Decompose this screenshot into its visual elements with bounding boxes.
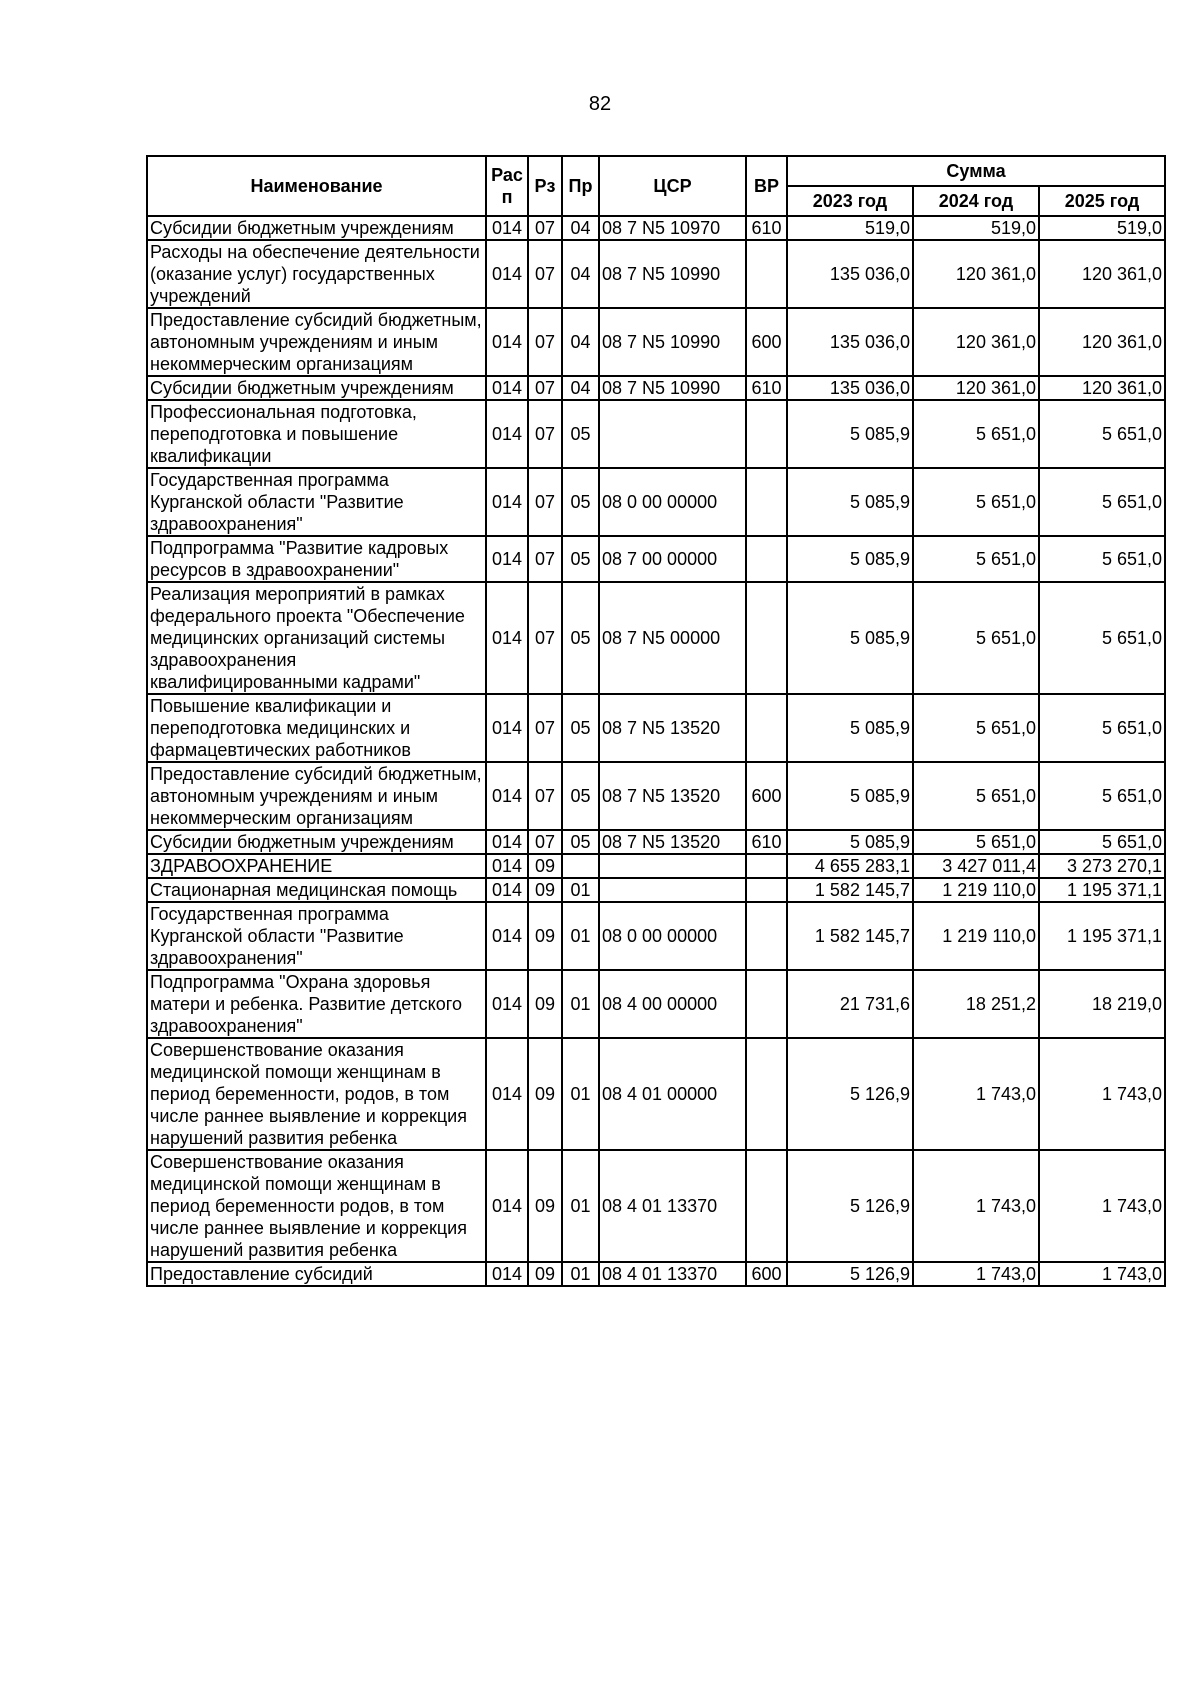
- row-rz: 09: [528, 902, 562, 970]
- row-vr: [746, 468, 787, 536]
- row-sum-2025: 1 743,0: [1039, 1150, 1165, 1262]
- table-body: [147, 216, 1165, 1286]
- row-name: Подпрограмма "Охрана здоровья матери и ребенка. Развитие детского здравоохранения": [147, 970, 486, 1038]
- row-pr: 04: [562, 376, 599, 400]
- row-pr: 05: [562, 400, 599, 468]
- header-pr: Пр: [562, 156, 599, 216]
- row-name: Реализация мероприятий в рамках федерального проекта "Обеспечение медицинских организаций системы здравоохранения квалифицированными кадрами": [147, 582, 486, 694]
- row-csr: 08 4 00 00000: [599, 970, 746, 1038]
- row-vr: [746, 902, 787, 970]
- row-sum-2024: 120 361,0: [913, 376, 1039, 400]
- row-sum-2024: 5 651,0: [913, 694, 1039, 762]
- row-vr: [746, 970, 787, 1038]
- row-rasp: 014: [486, 216, 528, 240]
- row-sum-2025: 1 743,0: [1039, 1038, 1165, 1150]
- row-csr: [599, 400, 746, 468]
- row-csr: 08 0 00 00000: [599, 902, 746, 970]
- table-row: [147, 582, 1165, 694]
- row-name: Профессиональная подготовка, переподготовка и повышение квалификации: [147, 400, 486, 468]
- row-csr: 08 4 01 13370: [599, 1262, 746, 1286]
- row-vr: 610: [746, 376, 787, 400]
- row-vr: [746, 1038, 787, 1150]
- row-rz: 07: [528, 216, 562, 240]
- row-pr: 04: [562, 216, 599, 240]
- row-csr: 08 0 00 00000: [599, 468, 746, 536]
- row-rasp: 014: [486, 762, 528, 830]
- budget-table: [146, 155, 1166, 1287]
- row-sum-2023: 5 126,9: [787, 1262, 913, 1286]
- row-rz: 07: [528, 582, 562, 694]
- row-vr: [746, 582, 787, 694]
- row-rasp: 014: [486, 878, 528, 902]
- row-sum-2025: 120 361,0: [1039, 308, 1165, 376]
- row-csr: 08 7 N5 13520: [599, 830, 746, 854]
- header-rasp: Рас п: [486, 156, 528, 216]
- row-sum-2024: 5 651,0: [913, 536, 1039, 582]
- row-sum-2024: 1 219 110,0: [913, 902, 1039, 970]
- row-rasp: 014: [486, 468, 528, 536]
- row-sum-2024: 120 361,0: [913, 240, 1039, 308]
- header-year-2023: 2023 год: [787, 186, 913, 216]
- row-sum-2023: 5 085,9: [787, 582, 913, 694]
- row-pr: 01: [562, 1150, 599, 1262]
- row-sum-2023: 1 582 145,7: [787, 902, 913, 970]
- row-sum-2023: 5 085,9: [787, 762, 913, 830]
- row-sum-2023: 5 085,9: [787, 694, 913, 762]
- row-pr: 05: [562, 536, 599, 582]
- row-sum-2025: 3 273 270,1: [1039, 854, 1165, 878]
- row-pr: 04: [562, 240, 599, 308]
- header-vr: ВР: [746, 156, 787, 216]
- row-sum-2023: 21 731,6: [787, 970, 913, 1038]
- row-rz: 07: [528, 694, 562, 762]
- row-pr: 05: [562, 582, 599, 694]
- row-sum-2023: 5 085,9: [787, 400, 913, 468]
- row-name: ЗДРАВООХРАНЕНИЕ: [147, 854, 486, 878]
- table-row: [147, 854, 1165, 878]
- row-sum-2023: 1 582 145,7: [787, 878, 913, 902]
- row-csr: 08 4 01 13370: [599, 1150, 746, 1262]
- row-sum-2024: 1 743,0: [913, 1038, 1039, 1150]
- row-sum-2023: 5 085,9: [787, 468, 913, 536]
- table-row: [147, 694, 1165, 762]
- table-row: [147, 240, 1165, 308]
- row-csr: [599, 878, 746, 902]
- row-rz: 07: [528, 308, 562, 376]
- row-vr: 610: [746, 830, 787, 854]
- header-rz: Рз: [528, 156, 562, 216]
- row-sum-2023: 5 126,9: [787, 1038, 913, 1150]
- row-name: Совершенствование оказания медицинской помощи женщинам в период беременности, родов, в том числе раннее выявление и коррекция нарушений развития ребенка: [147, 1038, 486, 1150]
- row-vr: [746, 854, 787, 878]
- row-sum-2024: 5 651,0: [913, 830, 1039, 854]
- row-rz: 07: [528, 536, 562, 582]
- row-rz: 09: [528, 1150, 562, 1262]
- row-rasp: 014: [486, 830, 528, 854]
- table-row: [147, 970, 1165, 1038]
- row-sum-2025: 1 195 371,1: [1039, 902, 1165, 970]
- row-name: Подпрограмма "Развитие кадровых ресурсов в здравоохранении": [147, 536, 486, 582]
- row-rz: 07: [528, 830, 562, 854]
- row-vr: [746, 240, 787, 308]
- row-vr: [746, 536, 787, 582]
- row-rasp: 014: [486, 854, 528, 878]
- row-sum-2023: 4 655 283,1: [787, 854, 913, 878]
- table-row: [147, 902, 1165, 970]
- row-sum-2025: 120 361,0: [1039, 240, 1165, 308]
- row-rasp: 014: [486, 536, 528, 582]
- row-sum-2024: 1 743,0: [913, 1262, 1039, 1286]
- row-sum-2024: 5 651,0: [913, 400, 1039, 468]
- row-sum-2024: 1 219 110,0: [913, 878, 1039, 902]
- row-vr: [746, 878, 787, 902]
- table-header: [147, 156, 1165, 216]
- row-name: Расходы на обеспечение деятельности (оказание услуг) государственных учреждений: [147, 240, 486, 308]
- row-rasp: 014: [486, 902, 528, 970]
- table-row: [147, 376, 1165, 400]
- table-row: [147, 1262, 1165, 1286]
- row-rasp: 014: [486, 308, 528, 376]
- row-pr: 01: [562, 902, 599, 970]
- row-sum-2025: 5 651,0: [1039, 830, 1165, 854]
- table-row: [147, 308, 1165, 376]
- row-sum-2024: 519,0: [913, 216, 1039, 240]
- row-name: Совершенствование оказания медицинской помощи женщинам в период беременности родов, в том числе раннее выявление и коррекция нарушений развития ребенка: [147, 1150, 486, 1262]
- row-vr: 610: [746, 216, 787, 240]
- row-sum-2024: 5 651,0: [913, 582, 1039, 694]
- table-row: [147, 400, 1165, 468]
- row-csr: 08 7 00 00000: [599, 536, 746, 582]
- row-name: Государственная программа Курганской области "Развитие здравоохранения": [147, 902, 486, 970]
- row-sum-2024: 3 427 011,4: [913, 854, 1039, 878]
- row-name: Стационарная медицинская помощь: [147, 878, 486, 902]
- row-rz: 09: [528, 1262, 562, 1286]
- row-pr: 01: [562, 970, 599, 1038]
- row-pr: 05: [562, 762, 599, 830]
- row-rasp: 014: [486, 400, 528, 468]
- row-sum-2024: 5 651,0: [913, 468, 1039, 536]
- page-number: 82: [588, 93, 612, 115]
- row-sum-2024: 5 651,0: [913, 762, 1039, 830]
- row-sum-2025: 1 195 371,1: [1039, 878, 1165, 902]
- row-sum-2025: 5 651,0: [1039, 694, 1165, 762]
- row-sum-2023: 135 036,0: [787, 308, 913, 376]
- header-sum: Сумма: [787, 156, 1165, 186]
- header-name: Наименование: [147, 156, 486, 216]
- row-pr: 04: [562, 308, 599, 376]
- row-vr: 600: [746, 1262, 787, 1286]
- row-sum-2025: 5 651,0: [1039, 468, 1165, 536]
- row-sum-2023: 5 085,9: [787, 830, 913, 854]
- table-row: [147, 1150, 1165, 1262]
- row-rz: 07: [528, 400, 562, 468]
- row-rasp: 014: [486, 1150, 528, 1262]
- row-rz: 07: [528, 376, 562, 400]
- header-year-2024: 2024 год: [913, 186, 1039, 216]
- row-sum-2025: 1 743,0: [1039, 1262, 1165, 1286]
- row-sum-2023: 135 036,0: [787, 240, 913, 308]
- table-row: [147, 216, 1165, 240]
- table-row: [147, 762, 1165, 830]
- row-rasp: 014: [486, 1262, 528, 1286]
- row-rz: 09: [528, 1038, 562, 1150]
- row-rasp: 014: [486, 376, 528, 400]
- row-name: Предоставление субсидий: [147, 1262, 486, 1286]
- row-sum-2025: 519,0: [1039, 216, 1165, 240]
- row-name: Государственная программа Курганской области "Развитие здравоохранения": [147, 468, 486, 536]
- row-pr: 01: [562, 1262, 599, 1286]
- row-pr: 01: [562, 1038, 599, 1150]
- row-vr: [746, 1150, 787, 1262]
- row-sum-2025: 5 651,0: [1039, 400, 1165, 468]
- row-csr: 08 7 N5 13520: [599, 762, 746, 830]
- row-pr: 01: [562, 878, 599, 902]
- row-rasp: 014: [486, 582, 528, 694]
- row-csr: 08 4 01 00000: [599, 1038, 746, 1150]
- row-sum-2023: 135 036,0: [787, 376, 913, 400]
- header-csr: ЦСР: [599, 156, 746, 216]
- row-pr: 05: [562, 468, 599, 536]
- row-rz: 07: [528, 240, 562, 308]
- row-name: Субсидии бюджетным учреждениям: [147, 830, 486, 854]
- row-rz: 07: [528, 468, 562, 536]
- row-sum-2023: 5 126,9: [787, 1150, 913, 1262]
- row-csr: 08 7 N5 10990: [599, 376, 746, 400]
- row-rz: 09: [528, 878, 562, 902]
- row-rasp: 014: [486, 694, 528, 762]
- row-csr: 08 7 N5 13520: [599, 694, 746, 762]
- table-row: [147, 830, 1165, 854]
- row-rz: 09: [528, 854, 562, 878]
- row-sum-2024: 18 251,2: [913, 970, 1039, 1038]
- row-csr: 08 7 N5 10990: [599, 308, 746, 376]
- row-sum-2025: 120 361,0: [1039, 376, 1165, 400]
- row-vr: 600: [746, 762, 787, 830]
- table-row: [147, 1038, 1165, 1150]
- row-vr: [746, 694, 787, 762]
- row-sum-2025: 18 219,0: [1039, 970, 1165, 1038]
- row-sum-2024: 120 361,0: [913, 308, 1039, 376]
- row-rz: 09: [528, 970, 562, 1038]
- row-name: Предоставление субсидий бюджетным, автономным учреждениям и иным некоммерческим организациям: [147, 762, 486, 830]
- row-pr: [562, 854, 599, 878]
- row-rasp: 014: [486, 970, 528, 1038]
- row-sum-2024: 1 743,0: [913, 1150, 1039, 1262]
- row-name: Повышение квалификации и переподготовка медицинских и фармацевтических работников: [147, 694, 486, 762]
- row-vr: [746, 400, 787, 468]
- row-csr: 08 7 N5 00000: [599, 582, 746, 694]
- row-csr: [599, 854, 746, 878]
- row-csr: 08 7 N5 10970: [599, 216, 746, 240]
- row-sum-2023: 5 085,9: [787, 536, 913, 582]
- row-name: Субсидии бюджетным учреждениям: [147, 216, 486, 240]
- row-name: Субсидии бюджетным учреждениям: [147, 376, 486, 400]
- row-rz: 07: [528, 762, 562, 830]
- row-vr: 600: [746, 308, 787, 376]
- row-pr: 05: [562, 694, 599, 762]
- row-sum-2025: 5 651,0: [1039, 762, 1165, 830]
- row-pr: 05: [562, 830, 599, 854]
- row-sum-2025: 5 651,0: [1039, 582, 1165, 694]
- row-rasp: 014: [486, 1038, 528, 1150]
- row-rasp: 014: [486, 240, 528, 308]
- table-row: [147, 468, 1165, 536]
- row-sum-2023: 519,0: [787, 216, 913, 240]
- row-csr: 08 7 N5 10990: [599, 240, 746, 308]
- header-year-2025: 2025 год: [1039, 186, 1165, 216]
- row-name: Предоставление субсидий бюджетным, автономным учреждениям и иным некоммерческим организациям: [147, 308, 486, 376]
- row-sum-2025: 5 651,0: [1039, 536, 1165, 582]
- table-row: [147, 536, 1165, 582]
- table-row: [147, 878, 1165, 902]
